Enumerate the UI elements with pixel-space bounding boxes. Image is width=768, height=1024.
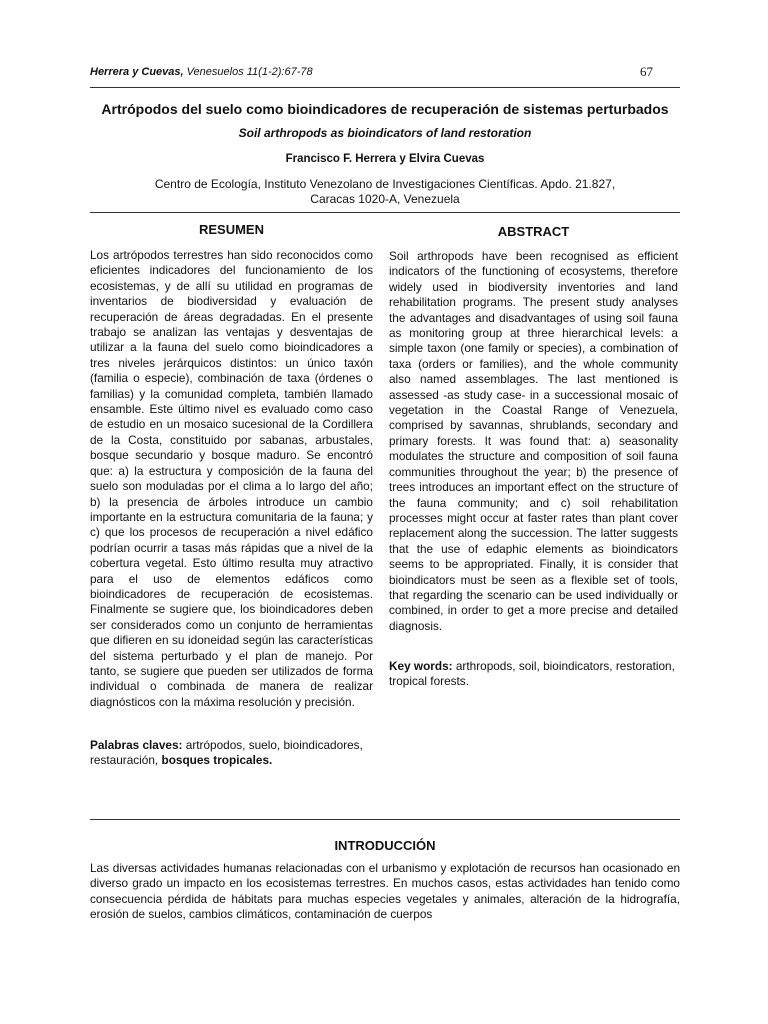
abstract-body: Soil arthropods have been recognised as efficient indicators of the functioning of ecosystems, therefore widely used in biodiversity inventories and land rehabilitation programs. The present study analyses the advantages and disadvantages of using soil fauna as monitoring group at three hierarchical levels: a simple taxon (one family or species), a combination of taxa (orders or families), and the whole community also named assemblages. The last mentioned is assessed -as study case- in a successional mosaic of vegetation in the Coastal Range of Venezuela, comprised by savannas, shrublands, secondary and primary forests. It was found that: a) seasonality modulates the structure and composition of soil fauna communities throughout the year; b) the presence of trees introduces an important effect on the structure of the fauna community; and c) soil rehabilitation processes might occur at faster rates than plant cover replacement along the succession. The latter suggests that the use of edaphic elements as bioindicators seems to be appropriated. Finally, it is consider that bioindicators must be seen as a flexible set of tools, that regarding the scenario can be used individually or combined, in order to get a more precise and detailed diagnosis. [389, 249, 678, 633]
abstract-keywords-text: arthropods, soil, bioindicators, restoration, tropical forests. [389, 659, 675, 689]
author-line: Francisco F. Herrera y Elvira Cuevas [285, 153, 485, 165]
section-rule [90, 819, 680, 820]
resumen-body: Los artrópodos terrestres han sido reconocidos como eficientes indicadores del funcionamiento de los ecosistemas, y de allí su utilidad en programas de inventarios de biodiversidad y evaluación de recuperación de áreas degradadas. En el presente trabajo se analizan las ventajas y desventajas de utilizar a la fauna del suelo como bioindicadores a tres niveles jerárquicos distintos: un único taxón (familia o especie), combinación de taxa (órdenes o familias) y la comunidad completa, también llamado ensamble. Este último nivel es evaluado como caso de estudio en un mosaico sucesional de la Cordillera de la Costa, constituido por sabanas, arbustales, bosque secundario y bosque maduro. Se encontró que: a) la estructura y composición de la fauna del suelo son moduladas por el clima a lo largo del año; b) la presencia de árboles introduce un cambio importante en la estructura comunitaria de la fauna; y c) que los procesos de recuperación a nivel edáfico podrían ocurrir a tasas más rápidas que a nivel de la cobertura vegetal. Esto último resulta muy atractivo para el uso de elementos edáficos como bioindicadores de recuperación de ecosistemas. Finalmente se sugiere que, los bioindicadores deben ser considerados como un conjunto de herramientas que difieren en su idoneidad según las características del sistema perturbado y el plan de manejo. Por tanto, se sugiere que pueden ser utilizados de forma individual o combinada de manera de realizar diagnósticos con la máxima resolución y precisión. [90, 248, 373, 709]
abstract-keywords [389, 659, 678, 690]
resumen-keywords-bold: bosques tropicales. [161, 753, 273, 768]
header-journal: Venesuelos 11(1-2):67-78 [183, 66, 313, 78]
affiliation-rule [90, 212, 680, 213]
paper-title: Artrópodos del suelo como bioindicadores de recuperación de sistemas perturbados [101, 101, 669, 117]
resumen-keywords-label: Palabras claves: [90, 738, 183, 752]
resumen-heading: RESUMEN [198, 222, 264, 237]
header-authors: Herrera y Cuevas, [90, 66, 184, 78]
introduccion-heading: INTRODUCCIÓN [334, 838, 436, 853]
running-header [90, 66, 650, 78]
header-rule [90, 87, 680, 88]
introduccion-body: Las diversas actividades humanas relacionadas con el urbanismo y explotación de recursos han ocasionado en diverso grado un impacto en los ecosistemas terrestres. En muchos casos, estas actividades han tenido como consecuencia pérdida de hábitats para muchas especies vegetales y animales, alteración de la hidrografía, erosión de suelos, cambios climáticos, contaminación de cuerpos [90, 861, 680, 922]
abstract-keywords-label: Key words: [389, 659, 453, 673]
affiliation-line-2: Caracas 1020-A, Venezuela [310, 192, 460, 206]
affiliation-line-1: Centro de Ecología, Instituto Venezolano de Investigaciones Científicas. Apdo. 21.827, [154, 177, 616, 191]
abstract-heading: ABSTRACT [497, 224, 570, 239]
resumen-keywords-text: artrópodos, suelo, bioindicadores, restauración, [90, 738, 363, 768]
resumen-keywords [90, 738, 373, 769]
paper-subtitle: Soil arthropods as bioindicators of land restoration [238, 126, 532, 140]
page-number: 67 [640, 64, 653, 79]
affiliation [140, 177, 630, 207]
